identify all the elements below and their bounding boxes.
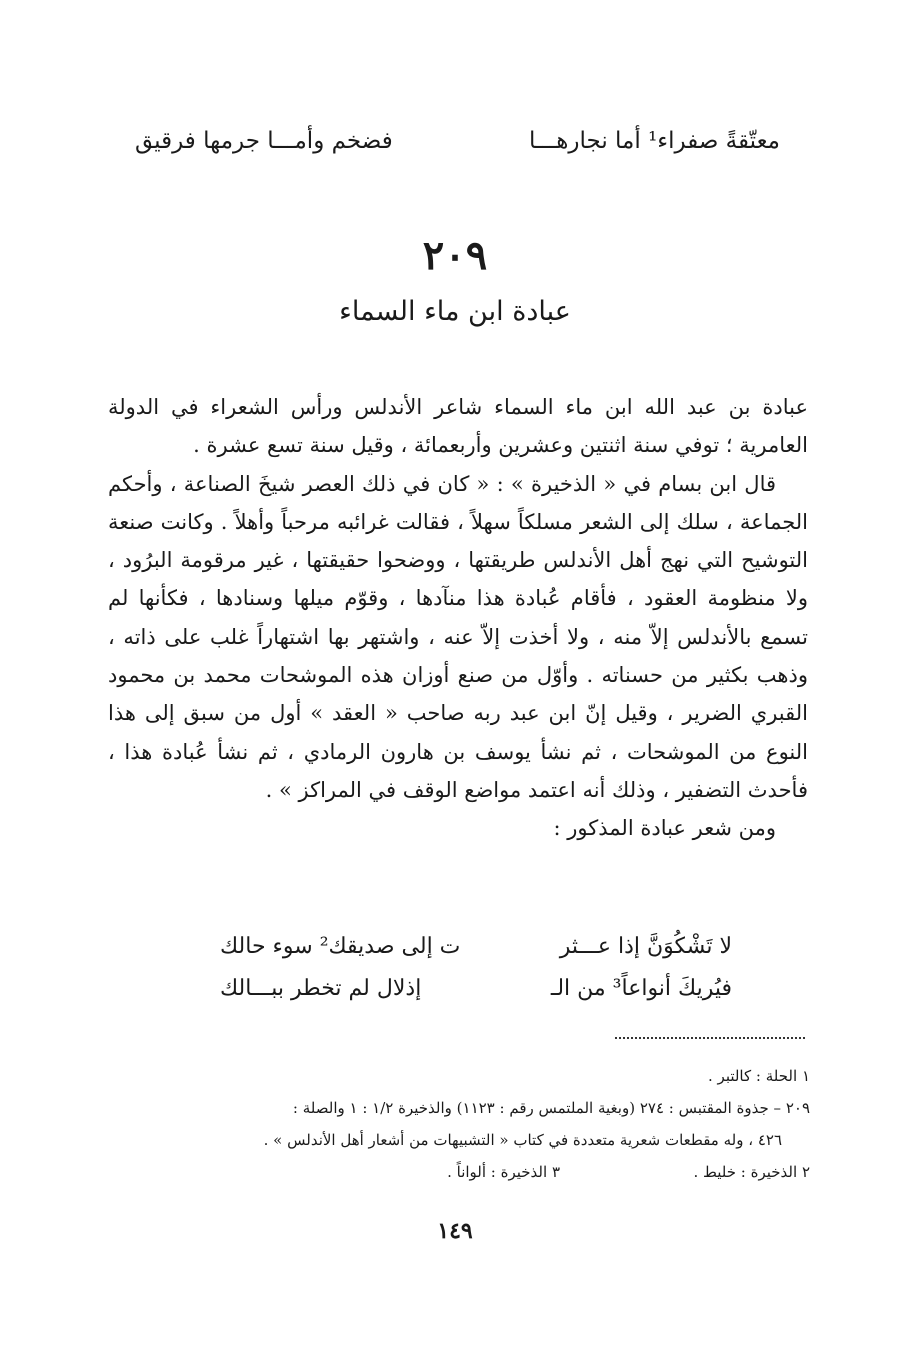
verse-right-hemistich: لا تَشْكُوَنَّ إذا عـــثر [559,934,732,959]
page-number: ١٤٩ [437,1218,473,1244]
footnote-1: ١ الحلة : كالتبر . [708,1067,810,1085]
footnote-row [106,1156,810,1188]
entry-number: ٢٠٩ [422,232,488,279]
footnote-209: ٢٠٩ – جذوة المقتبس : ٢٧٤ (وبغية الملتمس رقم : ١١٢٣) والذخيرة ١/٢ : ١ والصلة : [292,1099,810,1117]
paragraph-biography: عبادة بن عبد الله ابن ماء السماء شاعر الأندلس ورأس الشعراء في الدولة العامرية ؛ توفي سنة اثنتين وعشرين وأربعمائة ، وقيل سنة تسع عشرة . [108,395,808,458]
footnote-separator [615,1037,805,1039]
top-verse [135,128,780,168]
poem-verse [220,934,732,970]
poem-verse [220,976,732,1012]
paragraph-verse-intro: ومن شعر عبادة المذكور : [553,816,776,841]
footnote-3: ٣ الذخيرة : ألواناً . [447,1163,560,1181]
body-text [108,388,808,848]
entry-title: عبادة ابن ماء السماء [339,296,571,327]
footnote-2: ٢ الذخيرة : خليط . [693,1163,810,1181]
verse-left-hemistich: ت إلى صديقك² سوء حالك [220,934,461,959]
footnote-209-continued: ٤٢٦ ، وله مقطعات شعرية متعددة في كتاب « التشبيهات من أشعار أهل الأندلس » . [263,1131,782,1149]
verse-right-hemistich: معتّقةً صفراء¹ أما نجارهـــا [529,128,780,154]
verse-right-hemistich: فيُريكَ أنواعاً³ من الـ [550,976,732,1001]
paragraph-quotation: قال ابن بسام في « الذخيرة » : « كان في ذلك العصر شيخَ الصناعة ، وأحكم الجماعة ، سلك إلى الشعر مسلكاً سهلاً ، فقالت غرائبه مرحباً وأهلاً . وكانت صنعة التوشيح التي نهج أهل الأندلس طريقتها ، ووضحوا حقيقتها ، غير مرقومة البرُود ، ولا منظومة العقود ، فأقام عُبادة هذا منآدها ، وقوّم ميلها وسنادها ، فكأنها لم تسمع بالأندلس إلاّ منه ، ولا أخذت إلاّ عنه ، واشتهر بها اشتهاراً غلب على ذاته ، وذهب بكثير من حسناته . وأوّل من صنع أوزان هذه الموشحات محمد بن محمود القبري الضرير ، وقيل إنّ ابن عبد ربه صاحب « العقد » أول من سبق إلى هذا النوع من الموشحات ، ثم نشأ يوسف بن هارون الرمادي ، ثم نشأ عُبادة هذا ، فأحدث التضفير ، وذلك أنه اعتمد مواضع الوقف في المراكز » . [108,471,808,802]
footnotes [106,1060,810,1188]
verse-left-hemistich: إذلال لم تخطر ببـــالك [220,976,422,1001]
verse-left-hemistich: فضخم وأمـــا جرمها فرقيق [135,128,393,154]
